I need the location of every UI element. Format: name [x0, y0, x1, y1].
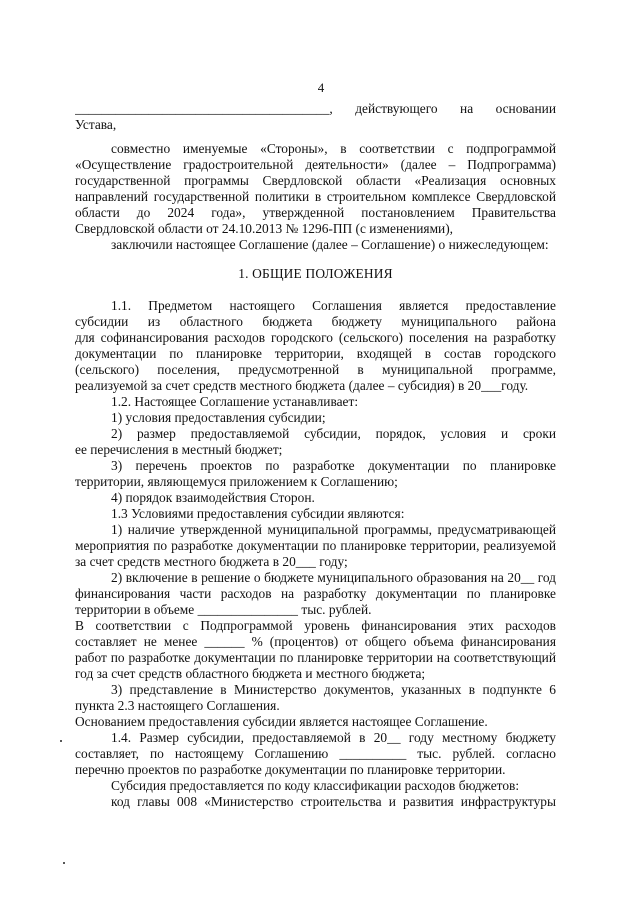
text-line: 1) условия предоставления субсидии; [111, 410, 326, 425]
text-line: Основанием предоставления субсидии является настоящее Соглашение. [75, 714, 488, 729]
text-line: Субсидия предоставляется по коду классификации расходов бюджетов: [111, 778, 520, 793]
text-line: составляет не менее ______ % (процентов) от общего объема финансирования [75, 634, 556, 649]
text-line: совместно именуемые «Стороны», в соответствии с подпрограммой [111, 141, 556, 156]
text-line: области до 2024 года», утвержденной постановлением Правительства [75, 205, 556, 220]
text-line: «Осуществление градостроительной деятельности» (далее – Подпрограмма) [75, 157, 556, 172]
text-line: перечню проектов по разработке документации по планировке территории. [75, 762, 506, 777]
text-line: ее перечисления в местный бюджет; [75, 442, 283, 457]
text-line: Устава, [75, 117, 117, 132]
text-line: ______________________________________, действующего на основании [75, 101, 556, 116]
text-line: 1.1. Предметом настоящего Соглашения является предоставление [111, 298, 556, 313]
text-line: код главы 008 «Министерство строительства и развития инфраструктуры [111, 794, 556, 809]
text-line: за счет средств местного бюджета в 20___ году; [75, 554, 348, 569]
text-line: для софинансирования расходов городского (сельского) поселения на разработку [75, 330, 556, 345]
text-line: 4) порядок взаимодействия Сторон. [111, 490, 315, 505]
text-line: 2) размер предоставляемой субсидии, порядок, условия и сроки [111, 426, 556, 441]
text-line: территории в объеме _______________ тыс. рублей. [75, 602, 372, 617]
text-line: В соответствии с Подпрограммой уровень финансирования этих расходов [75, 618, 556, 633]
text-line: субсидии из областного бюджета бюджету муниципального района [75, 314, 556, 329]
text-line: составляет, по настоящему Соглашению __________ тыс. рублей. согласно [75, 746, 556, 761]
text-line: финансирования части расходов на разработку документации по планировке [75, 586, 556, 601]
page-number: 4 [317, 80, 325, 95]
text-line: пункта 2.3 настоящего Соглашения. [75, 698, 280, 713]
text-line: работ по разработке документации по планировке территории на соответствующий [75, 650, 556, 665]
text-line: направлений государственной политики в строительном комплексе Свердловской [75, 189, 556, 204]
scan-speck [63, 862, 65, 864]
text-line: документации по планировке территории, входящей в состав городского [75, 346, 556, 361]
text-line: 1.3 Условиями предоставления субсидии являются: [111, 506, 405, 521]
text-line: Свердловской области от 24.10.2013 № 1296-ПП (с изменениями), [75, 221, 454, 236]
text-line: заключили настоящее Соглашение (далее – Соглашение) о нижеследующем: [111, 237, 549, 252]
text-line: реализуемой за счет средств местного бюджета (далее – субсидия) в 20___году. [75, 378, 529, 393]
text-line: 1.4. Размер субсидии, предоставляемой в 20__ году местному бюджету [111, 730, 556, 745]
section-heading: 1. ОБЩИЕ ПОЛОЖЕНИЯ [238, 266, 393, 281]
text-line: (сельского) поселения, предусмотренной в муниципальной программе, [75, 362, 556, 377]
text-line: 1) наличие утвержденной муниципальной программы, предусматривающей [111, 522, 556, 537]
scan-speck [60, 740, 62, 742]
text-line: 3) перечень проектов по разработке документации по планировке [111, 458, 556, 473]
text-line: год за счет средств областного бюджета и местного бюджета; [75, 666, 426, 681]
text-line: 3) представление в Министерство документов, указанных в подпункте 6 [111, 682, 556, 697]
text-line: 2) включение в решение о бюджете муниципального образования на 20__ год [111, 570, 556, 585]
text-line: 1.2. Настоящее Соглашение устанавливает: [111, 394, 359, 409]
text-line: территории, являющемуся приложением к Соглашению; [75, 474, 398, 489]
text-line: мероприятия по разработке документации по планировке территории, реализуемой [75, 538, 556, 553]
text-line: государственной программы Свердловской области «Реализация основных [75, 173, 556, 188]
